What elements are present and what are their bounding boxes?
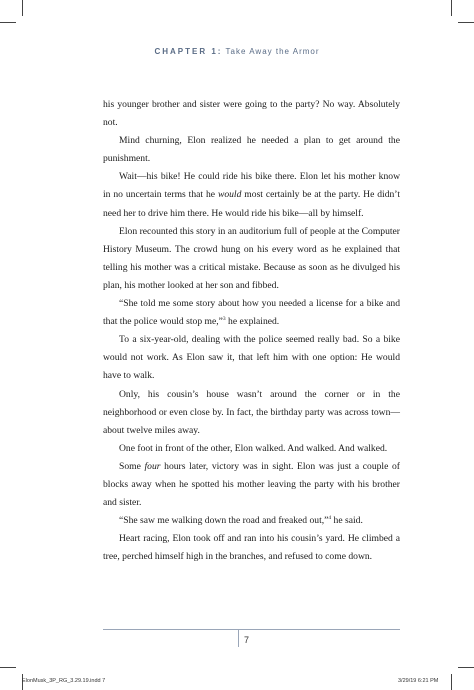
- paragraph: [103, 530, 400, 566]
- crop-mark: [458, 22, 474, 23]
- chapter-label: CHAPTER 1:: [154, 47, 223, 56]
- footnote-ref: 4: [328, 515, 332, 522]
- text-run: his younger brother and sister were going to the party? No way. Absolutely not.: [103, 99, 400, 129]
- footer-divider: [238, 629, 239, 647]
- paragraph: [103, 96, 400, 132]
- paragraph: [103, 458, 400, 512]
- emphasis-text: would: [217, 189, 242, 201]
- crop-mark: [451, 0, 452, 16]
- body-text: [103, 96, 400, 566]
- text-run: he said.: [331, 515, 363, 527]
- text-run: Mind churning, Elon realized he needed a plan to get around the punishment.: [103, 135, 400, 165]
- slug-date: 3/29/19 6:21 PM: [398, 678, 439, 684]
- page-number: 7: [244, 635, 250, 645]
- text-run: Heart racing, Elon took off and ran into his cousin’s yard. He climbed a tree, perched himself high in the branches, and refused to come down.: [103, 533, 400, 563]
- paragraph: [103, 132, 400, 168]
- paragraph: [103, 223, 400, 295]
- crop-mark: [22, 0, 23, 16]
- text-run: he explained.: [225, 316, 280, 328]
- paragraph: [103, 386, 400, 440]
- text-run: Some: [119, 460, 145, 472]
- text-run: Wait—his bike! He could ride his bike there. Elon let his mother know in no uncertain terms that he: [103, 171, 400, 201]
- slug-file-name: ElonMusk_3P_RG_3.29.19.indd 7: [22, 678, 106, 684]
- text-run: most certainly be at the party. He didn’t need her to drive him there. He would ride his bike—all by himself.: [103, 189, 400, 219]
- footnote-ref: 3: [222, 316, 226, 323]
- paragraph: [103, 331, 400, 385]
- paragraph: [103, 512, 400, 530]
- crop-mark: [451, 674, 452, 690]
- text-run: To a six-year-old, dealing with the police seemed really bad. So a bike would not work. As Elon saw it, that left him with one option: He would have to walk.: [103, 334, 400, 382]
- text-run: Elon recounted this story in an auditorium full of people at the Computer History Museum. The crowd hung on his every word as he explained that telling his mother was a critical mistake. Because as soon as he divulged his plan, his mother looked at her son and fibbed.: [103, 225, 400, 291]
- text-run: “She saw me walking down the road and freaked out,”: [119, 515, 329, 527]
- text-run: Only, his cousin’s house wasn’t around the corner or in the neighborhood or even close by. In fact, the birthday party was across town—about twelve miles away.: [103, 388, 400, 436]
- chapter-title: Take Away the Armor: [225, 47, 320, 56]
- running-head: [0, 47, 474, 56]
- text-run: hours later, victory was in sight. Elon was just a couple of blocks away when he spotted his mother leaving the party with his brother and sister.: [103, 460, 400, 509]
- crop-mark: [0, 667, 16, 668]
- paragraph: [103, 168, 400, 222]
- text-run: “She told me some story about how you needed a license for a bike and that the police would stop me,”: [103, 298, 400, 328]
- footer-rule: [103, 629, 400, 630]
- paragraph: [103, 295, 400, 331]
- text-run: One foot in front of the other, Elon walked. And walked. And walked.: [119, 442, 388, 454]
- crop-mark: [458, 667, 474, 668]
- emphasis-text: four: [144, 460, 161, 472]
- paragraph: [103, 440, 400, 458]
- crop-mark: [0, 22, 16, 23]
